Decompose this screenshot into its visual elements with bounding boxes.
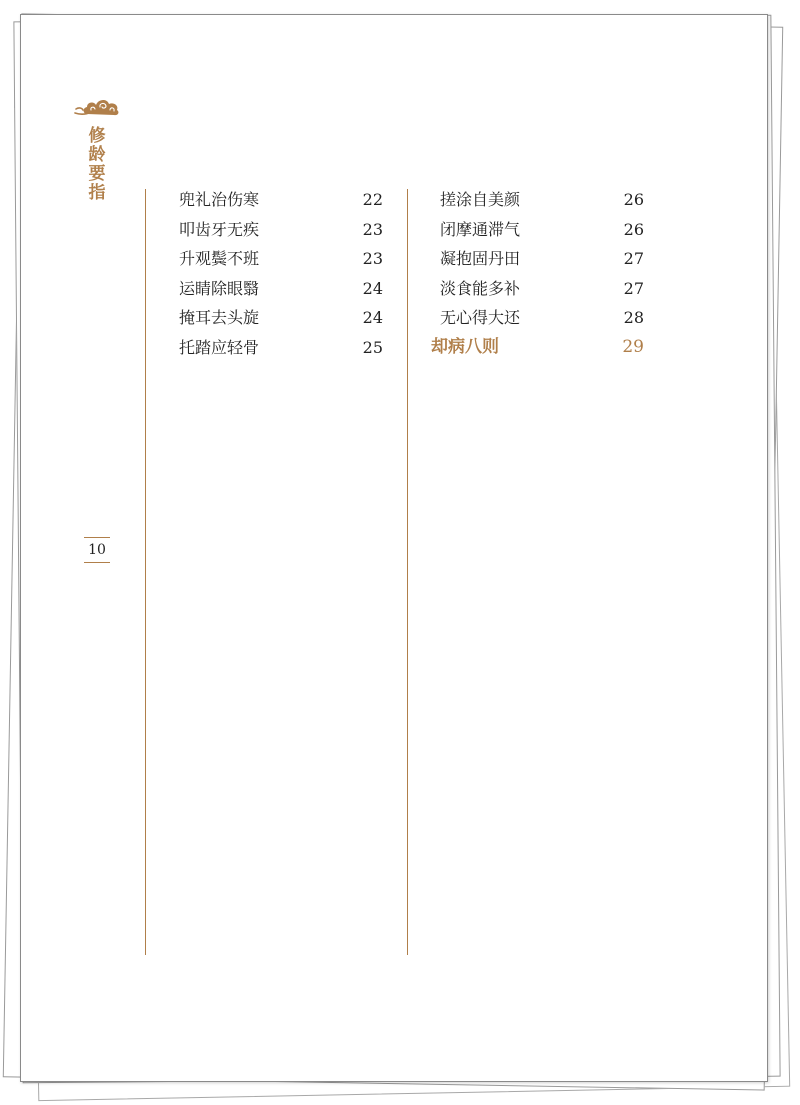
column-rule-right [407,189,408,955]
book-page [20,14,768,1082]
toc-entry-title: 兜礼治伤寒 [179,190,260,209]
toc-right-column [431,185,644,363]
auspicious-cloud-icon [73,95,123,119]
column-rule-left [145,189,146,955]
page-number: 10 [84,537,110,563]
toc-entry-page: 23 [362,249,383,269]
toc-left-column [179,185,383,363]
running-title: 修龄要指 [88,126,106,203]
toc-entry[interactable] [179,303,383,333]
toc-entry-title: 叩齿牙无疾 [179,219,260,239]
toc-entry-title: 无心得大还 [440,308,521,328]
toc-entry-title: 闭摩通滞气 [440,219,521,239]
toc-entry-page: 24 [362,278,383,298]
toc-entry[interactable] [179,274,383,304]
toc-entry-title: 升观鬓不班 [179,249,260,269]
toc-entry[interactable] [179,215,383,245]
toc-entry[interactable] [440,185,644,215]
toc-entry-page: 27 [623,249,644,269]
toc-entry-title: 托踏应轻骨 [179,337,260,357]
toc-entry-title: 搓涂自美颜 [440,190,521,209]
toc-entry-page: 25 [362,337,383,357]
toc-entry[interactable] [179,185,383,215]
toc-section-heading[interactable] [431,333,644,363]
toc-entry-page: 26 [623,190,644,209]
toc-entry-title: 凝抱固丹田 [440,249,521,269]
toc-section-title: 却病八则 [431,336,499,357]
toc-entry[interactable] [440,303,644,333]
toc-entry-title: 掩耳去头旋 [179,308,260,328]
toc-entry[interactable] [440,244,644,274]
toc-entry-page: 22 [362,190,383,209]
toc-entry-title: 运睛除眼翳 [179,278,260,298]
toc-section-page: 29 [622,336,644,357]
toc-entry[interactable] [440,274,644,304]
toc-entry[interactable] [179,244,383,274]
toc-entry-page: 27 [623,278,644,298]
toc-entry[interactable] [440,215,644,245]
toc-entry-page: 28 [623,308,644,328]
toc-entry[interactable] [179,333,383,363]
toc-entry-page: 24 [362,308,383,328]
toc-entry-title: 淡食能多补 [440,278,521,298]
toc-entry-page: 23 [362,219,383,239]
toc-entry-page: 26 [623,219,644,239]
